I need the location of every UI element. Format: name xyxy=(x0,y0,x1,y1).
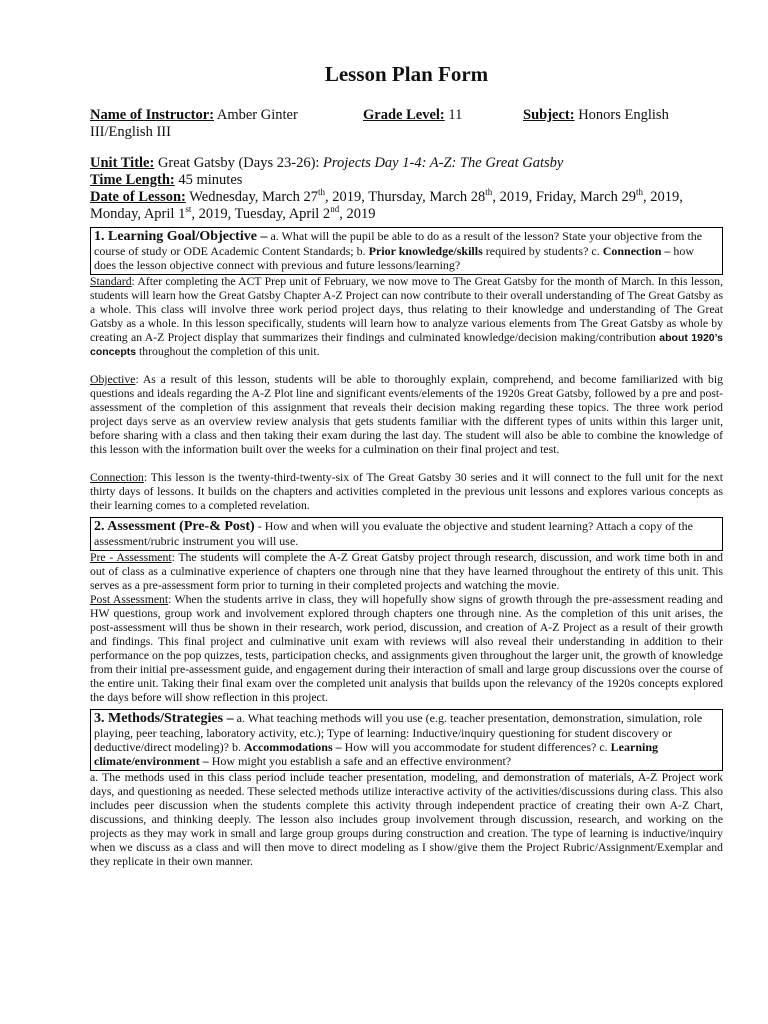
unit-label: Unit Title: xyxy=(90,155,155,171)
connection-paragraph xyxy=(90,471,723,513)
section-1-prompt: required by students? c. xyxy=(482,244,603,258)
document-page xyxy=(90,62,723,869)
date-sup: th xyxy=(635,187,643,198)
section-2-prompt: - How and when will you evaluate the objective and student learning? Attach a copy of the assessment/rubric instrument you will use. xyxy=(94,519,693,548)
date-text: , 2019, Tuesday, April 2 xyxy=(191,206,331,222)
instructor-info xyxy=(90,107,723,141)
connection-label: Connection xyxy=(90,471,144,484)
date-label: Date of Lesson: xyxy=(90,189,186,205)
date-text: Monday, April 1 xyxy=(90,206,186,222)
subject-label: Subject: xyxy=(523,107,575,123)
section-2-header-box xyxy=(90,517,723,551)
instructor-label: Name of Instructor: xyxy=(90,107,215,123)
date-sup: th xyxy=(318,187,326,198)
date-text: , 2019, Friday, March 29 xyxy=(492,189,636,205)
form-title: Lesson Plan Form xyxy=(324,62,489,86)
objective-paragraph xyxy=(90,373,723,457)
instructor-value: Amber Ginter xyxy=(216,107,298,123)
section-1-prompt: how does the lesson objective connect with previous and future lessons/learning? xyxy=(94,244,695,272)
objective-text: : As a result of this lesson, students will be able to thoroughly explain, comprehend, and become familiarized with big questions and ideals regarding the A-Z Plot line and significant events/elements of the 1920s Great Gatsby, followed by a pre and post-assessment of the completion of this assignment that reveals their decision making regarding these topics. The three work period project days serve as an overview review analysis that gets students familiar with the different types of units within this larger unit, before sharing with a class and then taking their exam during the last day. The student will also be able to combine the knowledge of this lesson with the information built over the weeks for a culmination on their final project and test. xyxy=(90,373,723,456)
post-assessment-text: : When the students arrive in class, they will hopefully show signs of growth through the pre-assessment reading and HW questions, group work and involvement explored through chapters one through nine. As the completion of this unit arises, the post-assessment will thus be shown in their research, work period, discussion, and creation of A-Z Project as a result of their growth and findings. This final project and culminative unit exam with reviews will also reveal their understanding in addition to their performance on the pop quizzes, tests, participation checks, and assignments given throughout the larger unit, the growth of knowledge from their initial pre-assessment guide, and engagement during their interaction of small and large group discussions over the course of the entire unit. Taking their final exam over the completed unit analysis that builds upon the relevancy of the 1920s concepts explored the days before will show reflection in this project. xyxy=(90,593,723,704)
unit-info xyxy=(90,155,723,223)
section-1-prompt: a. What will the pupil be able to do as a result of the lesson? State your objective from the course of study or ODE Academic Content Standards; b. xyxy=(94,229,703,258)
standard-text: throughout the completion of this unit. xyxy=(136,345,320,358)
section-2-heading: 2. Assessment (Pre-& Post) xyxy=(94,519,255,534)
date-text: , 2019, Thursday, March 28 xyxy=(325,189,486,205)
section-1-heading: 1. Learning Goal/Objective – xyxy=(94,229,268,244)
date-text: , 2019, xyxy=(642,189,683,205)
section-3-prompt: How might you establish a safe and an effective environment? xyxy=(208,754,512,768)
time-value: 45 minutes xyxy=(178,172,243,188)
pre-assessment-paragraph xyxy=(90,551,723,593)
date-text: Wednesday, March 27 xyxy=(189,189,318,205)
section-3-header-box xyxy=(90,709,723,771)
section-1-prompt-bold: Prior knowledge/skills xyxy=(368,244,483,258)
section-2-body xyxy=(90,551,723,705)
standard-emphasis: about 1920’s concepts xyxy=(90,332,723,358)
standard-label: Standard xyxy=(90,275,132,288)
section-1-header-box xyxy=(90,227,723,275)
pre-assessment-text: : The students will complete the A-Z Great Gatsby project through research, discussion, and work time both in and out of class as a culminative experience of chapters one through nine that they have learned throughout the entirety of this unit. This serves as a pre-assessment form prior to turning in their completed projects and watching the movie. xyxy=(90,551,723,592)
post-assessment-paragraph xyxy=(90,593,723,705)
section-3-prompt: a. What teaching methods will you use (e.g. teacher presentation, demonstration, simulation, role playing, peer teaching, laboratory activity, etc.); Type of learning: Inductive/inquiry questioning for student discovery or deductive/direct modeling)? b. xyxy=(94,711,703,754)
unit-value: Great Gatsby (Days 23-26): xyxy=(157,155,320,171)
subject-value-continued: III/English III xyxy=(90,124,171,140)
date-sup: st xyxy=(185,204,192,215)
unit-subtitle: Projects Day 1-4: A-Z: The Great Gatsby xyxy=(323,155,564,171)
connection-text: : This lesson is the twenty-third-twenty-six of The Great Gatsby 30 series and it will connect to the full unit for the next thirty days of lessons. It builds on the chapters and activities completed in the previous unit lessons and explores various concepts as their learning comes to a completed revelation. xyxy=(90,471,723,512)
section-3-prompt-bold: Learning climate/environment – xyxy=(94,740,658,768)
section-3-heading: 3. Methods/Strategies – xyxy=(94,711,234,726)
date-sup: nd xyxy=(330,204,340,215)
standard-paragraph xyxy=(90,275,723,359)
section-3-prompt-bold: Accommodations – xyxy=(243,740,342,754)
methods-paragraph: a. The methods used in this class period include teacher presentation, modeling, and demonstration of materials, A-Z Project work days, and questioning as needed. These selected methods utilize interactive activity of the activities/discussions during class. This also includes peer discussion when the students complete this activity through independent practice of creating their own A-Z Chart, discussions, and thinking deeply. The lesson also includes group involvement through discussion, research, and working on the projects as they may work in small and large group groups during construction and creation. The type of learning is inductive/inquiry when we discuss as a class and will then move to direct modeling as I show/give them the Project Rubric/Assignment/Exemplar and they replicate in their own manner. xyxy=(90,771,723,868)
standard-text: : After completing the ACT Prep unit of February, we now move to The Great Gatsby for the month of March. In this lesson, students will learn how the Great Gatsby Chapter A-Z Project can now contribute to their overall understanding of The Great Gatsby as a whole. This class will involve three work period project days, thus relating to their knowledge and understanding of The Great Gatsby as a whole. In this lesson specifically, students will learn how to analyze various elements from The Great Gatsby as whole by creating an A-Z Project display that summarizes their findings and culminated knowledge/decision making/contribution xyxy=(90,275,724,344)
grade-label: Grade Level: xyxy=(363,107,445,123)
date-text: , 2019 xyxy=(339,206,376,222)
grade-value: 11 xyxy=(448,107,463,123)
date-sup: th xyxy=(485,187,493,198)
section-3-prompt: How will you accommodate for student differences? c. xyxy=(341,740,611,754)
subject-value: Honors English xyxy=(578,107,669,123)
section-1-body xyxy=(90,275,723,513)
time-label: Time Length: xyxy=(90,172,175,188)
post-assessment-label: Post Assessment xyxy=(90,593,169,606)
section-3-body xyxy=(90,771,723,869)
pre-assessment-label: Pre - Assessment xyxy=(90,551,172,564)
section-1-prompt-bold: Connection – xyxy=(602,244,671,258)
objective-label: Objective xyxy=(90,373,136,386)
